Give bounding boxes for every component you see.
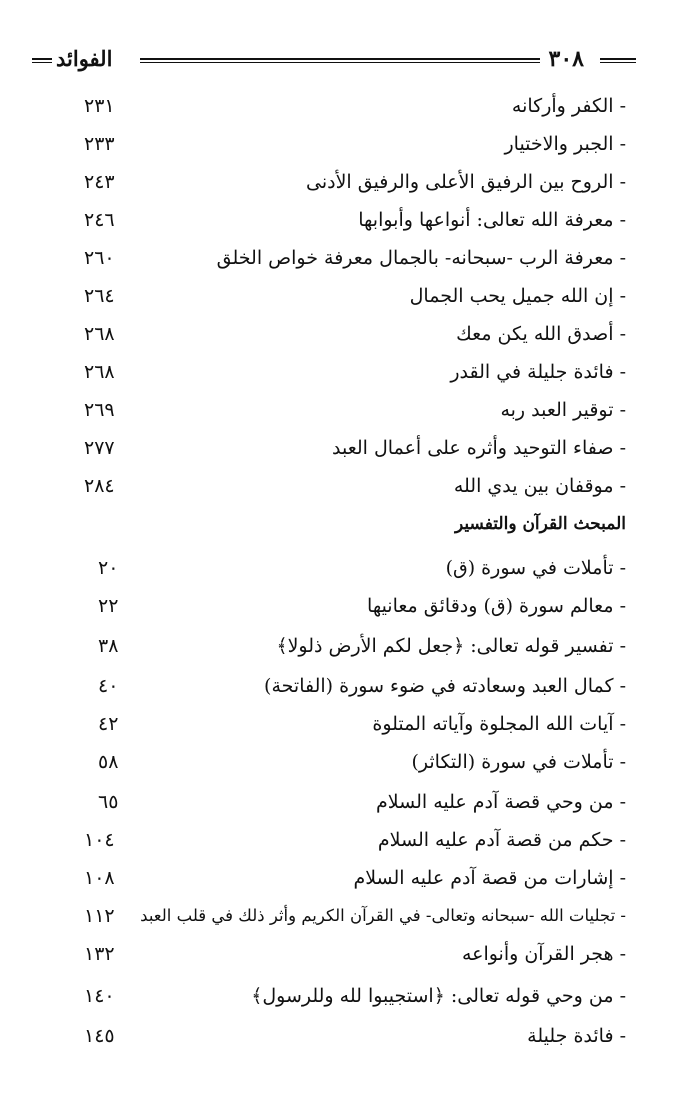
- toc-entry-page: ١٣٢: [84, 943, 115, 965]
- toc-entry-page: ١٠٤: [84, 829, 115, 851]
- toc-row: [0, 468, 698, 504]
- toc-entry-page: ٢٨٤: [84, 475, 115, 497]
- toc-entry-page: ٢٤٣: [84, 171, 115, 193]
- toc-row: [0, 164, 698, 200]
- toc-entry-title: - فائدة جليلة: [527, 1025, 626, 1047]
- toc-entry-page: ٢٢: [98, 595, 119, 617]
- toc-row: [0, 430, 698, 466]
- toc-entry-title: - هجر القرآن وأنواعه: [461, 943, 626, 965]
- toc-row: [0, 588, 698, 624]
- toc-row: [0, 278, 698, 314]
- toc-row: [0, 822, 698, 858]
- toc-row: [0, 88, 698, 124]
- toc-entry-title: - من وحي قصة آدم عليه السلام: [376, 791, 626, 813]
- toc-entry-title: - إن الله جميل يحب الجمال: [409, 285, 626, 307]
- toc-row: [0, 1018, 698, 1054]
- toc-entry-page: ٢٦٨: [84, 323, 115, 345]
- toc-entry-title: - أصدق الله يكن معك: [456, 323, 626, 345]
- toc-entry-page: ٢٧٧: [84, 437, 115, 459]
- toc-entry-title: - تأملات في سورة (التكاثر): [411, 751, 626, 773]
- page-number: ٣٠٨: [548, 46, 584, 72]
- header-dash-left: [32, 58, 52, 63]
- toc-entry-title: - الكفر وأركانه: [511, 95, 626, 117]
- page-header: [32, 44, 636, 78]
- toc-entry-title: - كمال العبد وسعادته في ضوء سورة (الفاتحة): [264, 675, 626, 697]
- toc-entry-page: ٢٠: [98, 557, 119, 579]
- toc-row: [0, 354, 698, 390]
- toc-row: [0, 316, 698, 352]
- toc-row: [0, 392, 698, 428]
- toc-entry-page: ٢٦٨: [84, 361, 115, 383]
- header-rule: [140, 58, 540, 63]
- toc-entry-page: ٢٤٦: [84, 209, 115, 231]
- toc-entry-title: - توقير العبد ربه: [500, 399, 626, 421]
- toc-row: [0, 860, 698, 896]
- toc-row: [0, 706, 698, 742]
- toc-row: [0, 898, 698, 934]
- toc-row: [0, 202, 698, 238]
- toc-entry-page: ١٤٠: [84, 985, 115, 1007]
- section-heading: المبحث القرآن والتفسير: [455, 514, 626, 534]
- toc-entry-title: - موقفان بين يدي الله: [453, 475, 626, 497]
- toc-row: [0, 744, 698, 780]
- toc-entry-page: ٢٣١: [84, 95, 115, 117]
- toc-entry-title: - تفسير قوله تعالى: ﴿جعل لكم الأرض ذلولا﴾: [276, 635, 626, 657]
- toc-entry-title: - تأملات في سورة (ق): [445, 557, 626, 579]
- toc-entry-page: ٦٥: [98, 791, 119, 813]
- toc-entry-title: - الجبر والاختيار: [504, 133, 626, 155]
- toc-row: [0, 240, 698, 276]
- toc-entry-title: - من وحي قوله تعالى: ﴿استجيبوا لله وللرسول﴾: [251, 985, 626, 1007]
- toc-entry-title: - حكم من قصة آدم عليه السلام: [377, 829, 626, 851]
- toc-entry-title: - صفاء التوحيد وأثره على أعمال العبد: [332, 437, 626, 459]
- toc-entry-title: - الروح بين الرفيق الأعلى والرفيق الأدنى: [305, 171, 626, 193]
- toc-row: [0, 550, 698, 586]
- toc-entry-page: ٥٨: [98, 751, 119, 773]
- toc-entry-page: ٣٨: [98, 635, 119, 657]
- toc-entry-page: ٤٠: [98, 675, 119, 697]
- toc-entry-page: ١٤٥: [84, 1025, 115, 1047]
- toc-row: [0, 668, 698, 704]
- toc-entry-page: ١٠٨: [84, 867, 115, 889]
- toc-entry-title: - معرفة الله تعالى: أنواعها وأبوابها: [358, 209, 626, 231]
- toc-entry-title: - آيات الله المجلوة وآياته المتلوة: [372, 713, 626, 735]
- toc-entry-title: - معرفة الرب -سبحانه- بالجمال معرفة خواص الخلق: [216, 247, 626, 269]
- toc-entry-page: ١١٢: [84, 905, 115, 927]
- toc-entry-title: - تجليات الله -سبحانه وتعالى- في القرآن الكريم وأثر ذلك في قلب العبد: [140, 906, 626, 925]
- toc-row: [0, 936, 698, 972]
- toc-entry-title: - معالم سورة (ق) ودقائق معانيها: [367, 595, 626, 617]
- toc-entry-page: ٢٦٤: [84, 285, 115, 307]
- toc-entry-title: - فائدة جليلة في القدر: [450, 361, 626, 383]
- toc-entry-page: ٢٣٣: [84, 133, 115, 155]
- toc-entry-page: ٢٦٩: [84, 399, 115, 421]
- toc-row: [0, 628, 698, 664]
- running-title: الفوائد: [56, 46, 113, 71]
- toc-row: [0, 978, 698, 1014]
- toc-entry-page: ٢٦٠: [84, 247, 115, 269]
- toc-entry-title: - إشارات من قصة آدم عليه السلام: [353, 867, 626, 889]
- header-dash-right: [600, 58, 636, 63]
- toc-row: [0, 784, 698, 820]
- toc-row: [0, 126, 698, 162]
- toc-entry-page: ٤٢: [98, 713, 119, 735]
